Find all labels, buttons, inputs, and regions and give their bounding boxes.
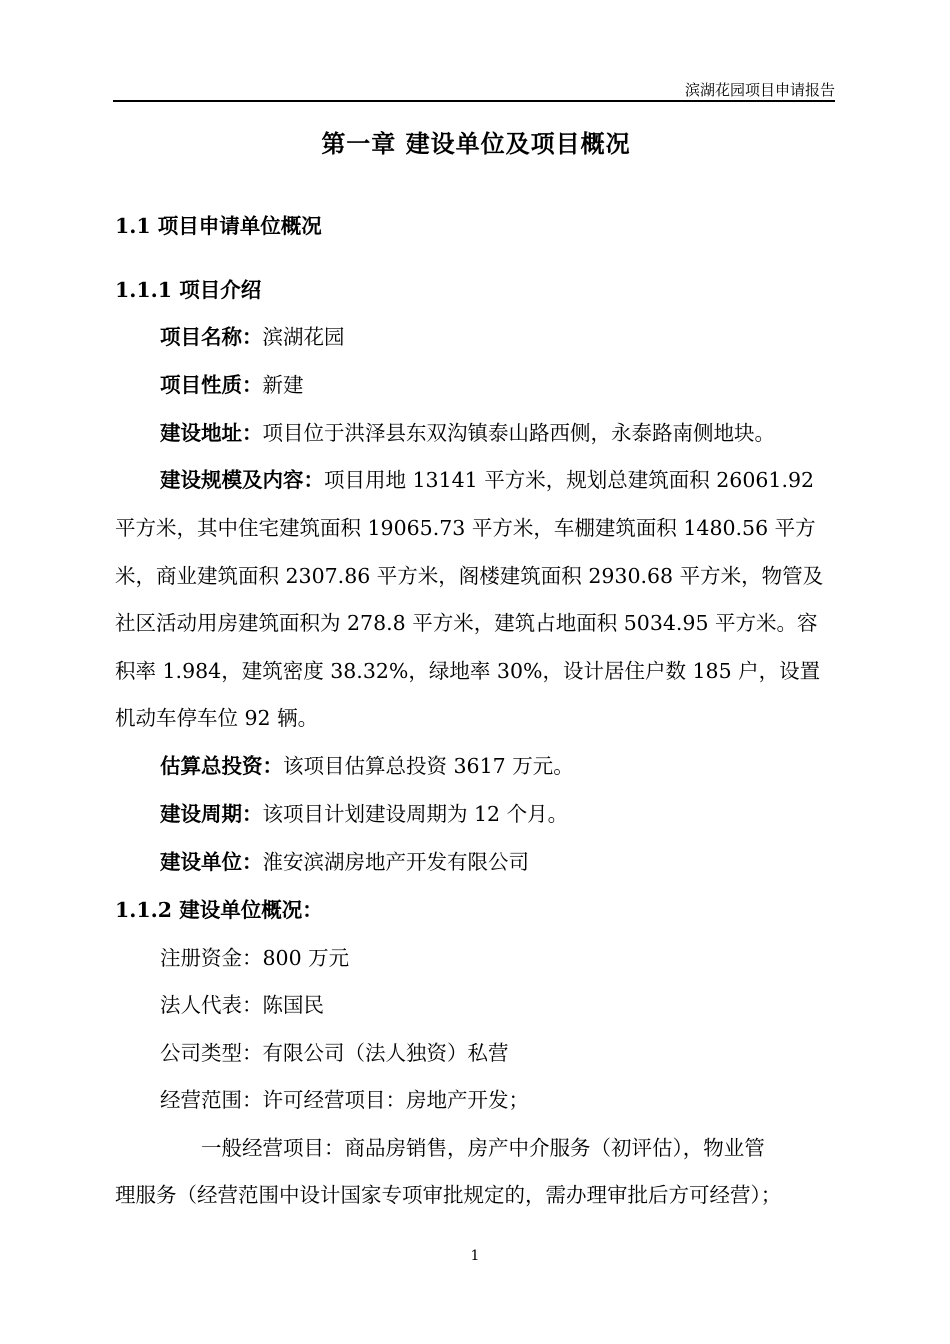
running-header: 滨湖花园项目申请报告 <box>684 81 835 99</box>
project-scale-line-2: 平方米，其中住宅建筑面积 19065.73 平方米，车棚建筑面积 1480.56 平方 <box>115 516 816 540</box>
project-address-row <box>160 419 882 447</box>
project-unit-row <box>160 848 882 876</box>
project-period-label: 建设周期： <box>160 802 263 826</box>
project-scale-line-6: 机动车停车位 92 辆。 <box>115 706 319 730</box>
project-investment-label: 估算总投资： <box>160 754 283 778</box>
company-capital: 注册资金：800 万元 <box>160 946 350 970</box>
header-rule <box>113 100 835 102</box>
project-period-row <box>160 800 882 828</box>
project-investment-value: 该项目估算总投资 3617 万元。 <box>283 754 574 778</box>
company-general-scope-line-2: 理服务（经营范围中设计国家专项审批规定的，需办理审批后方可经营）； <box>115 1183 782 1207</box>
section-heading-1-1-2: 1.1.2 建设单位概况： <box>115 898 323 922</box>
chapter-title: 第一章 建设单位及项目概况 <box>321 129 631 158</box>
company-legal-rep: 法人代表：陈国民 <box>160 993 324 1017</box>
company-scope: 经营范围：许可经营项目：房地产开发； <box>160 1088 529 1112</box>
section-heading-1-1-1: 1.1.1 项目介绍 <box>115 278 262 302</box>
section-heading-1-1: 1.1 项目申请单位概况 <box>115 214 322 238</box>
project-scale-line-1: 项目用地 13141 平方米，规划总建筑面积 26061.92 <box>324 468 815 492</box>
project-investment-row <box>160 752 882 780</box>
project-address-value: 项目位于洪泽县东双沟镇泰山路西侧，永泰路南侧地块。 <box>262 421 775 445</box>
project-scale-label: 建设规模及内容： <box>160 468 324 492</box>
company-general-scope-line-1: 一般经营项目：商品房销售，房产中介服务（初评估），物业管 <box>201 1136 765 1160</box>
project-name-value: 滨湖花园 <box>262 325 345 349</box>
project-unit-value: 淮安滨湖房地产开发有限公司 <box>262 850 529 874</box>
company-type: 公司类型：有限公司（法人独资）私营 <box>160 1041 509 1065</box>
project-period-value: 该项目计划建设周期为 12 个月。 <box>262 802 569 826</box>
project-name-row <box>160 323 882 351</box>
page-number: 1 <box>470 1248 480 1264</box>
project-scale-row <box>160 466 882 494</box>
project-name-label: 项目名称： <box>160 325 263 349</box>
project-address-label: 建设地址： <box>160 421 263 445</box>
project-scale-line-4: 社区活动用房建筑面积为 278.8 平方米，建筑占地面积 5034.95 平方米。容 <box>115 611 818 635</box>
project-nature-value: 新建 <box>262 373 304 397</box>
project-scale-line-3: 米，商业建筑面积 2307.86 平方米，阁楼建筑面积 2930.68 平方米，物管及 <box>115 564 824 588</box>
project-nature-row <box>160 371 882 399</box>
project-unit-label: 建设单位： <box>160 850 263 874</box>
project-scale-line-5: 积率 1.984，建筑密度 38.32%，绿地率 30%，设计居住户数 185 户，设置 <box>115 659 821 683</box>
project-nature-label: 项目性质： <box>160 373 263 397</box>
